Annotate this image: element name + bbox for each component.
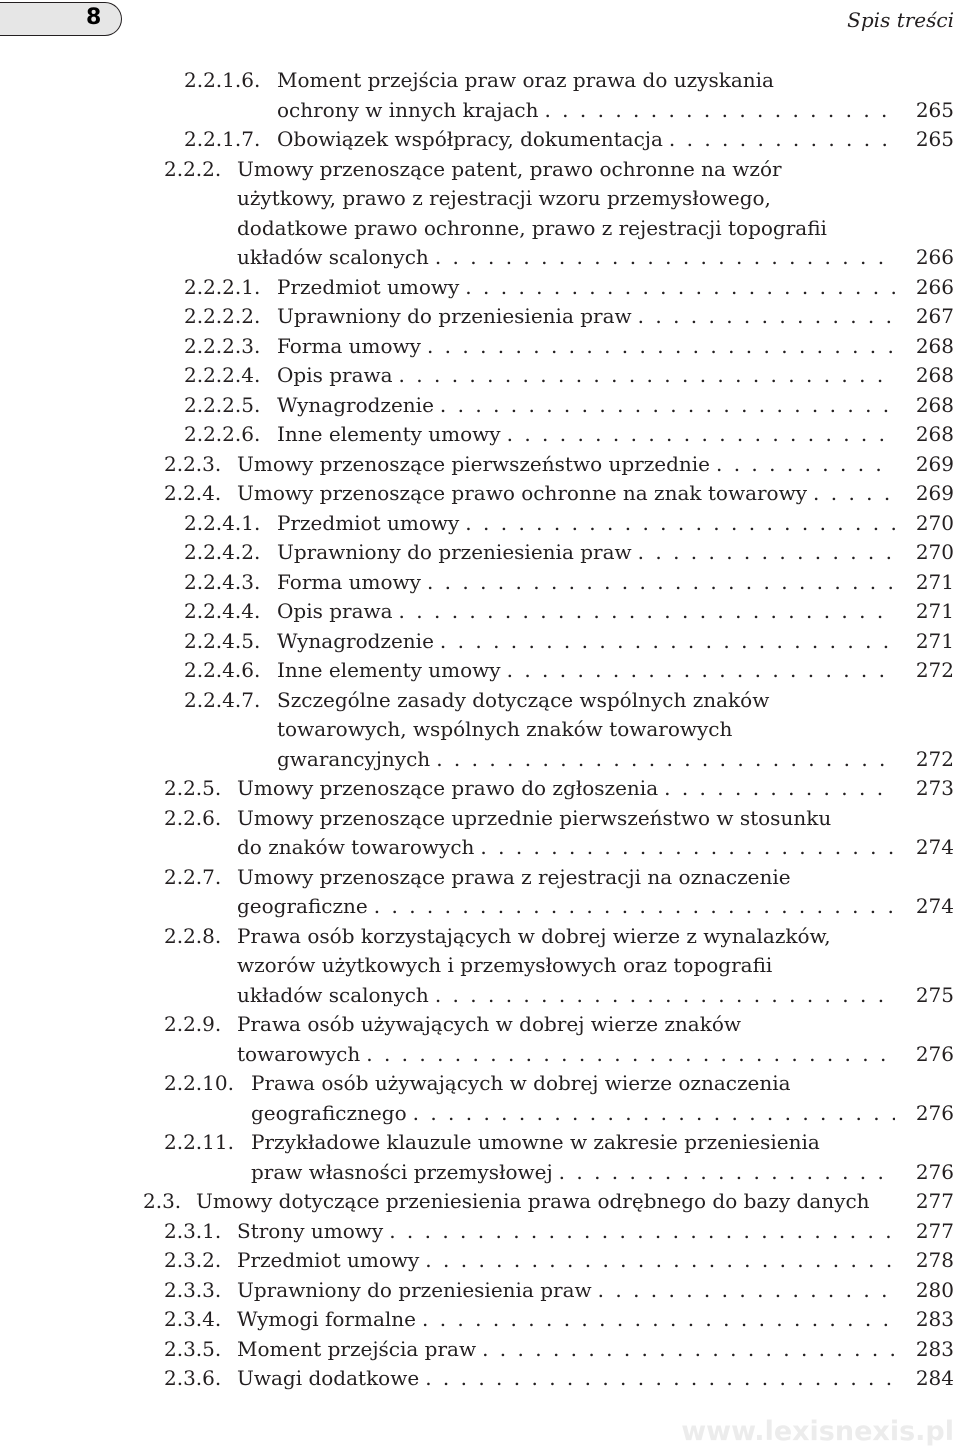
dot-leader [436,745,895,775]
toc-entry-title: Obowiązek współpracy, dokumentacja [277,127,663,151]
dot-leader [507,420,895,450]
dot-leader [399,597,895,627]
toc-entry-title: geograficznego [251,1100,407,1125]
toc-entry-number: 2.2.8. [164,923,222,948]
toc-entry-page: 276 [915,1041,954,1066]
toc-entry-title: Uwagi dodatkowe [237,1366,420,1390]
toc-entry [0,686,960,775]
dot-leader [427,332,895,362]
dot-leader [664,774,895,804]
toc-entry [0,804,960,863]
toc-entry [0,1187,960,1217]
dot-leader [716,450,895,480]
toc-entry-title: Uprawniony do przeniesienia praw [277,304,632,328]
toc-entry-title: Wymogi formalne [237,1307,416,1331]
toc-entry [0,391,960,421]
toc-entry-page: 267 [915,304,954,328]
toc-entry-title: układów scalonych [237,982,429,1007]
toc-entry-number: 2.2.2.3. [184,333,261,358]
toc-entry [0,1305,960,1335]
dot-leader [669,125,895,155]
publisher-watermark: www.lexisnexis.pl [681,1416,954,1447]
toc-entry-title: Przykładowe klauzule umowne w zakresie przeniesienia [251,1130,820,1154]
toc-entry-page: 269 [915,451,954,476]
toc-entry [0,361,960,391]
toc-entry-title: do znaków towarowych [237,835,475,859]
toc-entry-number: 2.2.4.4. [184,599,261,623]
toc-entry [0,155,960,273]
toc-entry [0,509,960,539]
toc-entry-title: gwarancyjnych [277,746,431,771]
toc-entry-title: Umowy przenoszące patent, prawo ochronne na wzór [237,156,782,181]
dot-leader [435,243,895,273]
toc-entry-title: Umowy przenoszące uprzednie pierwszeństwo w stosunku [237,805,832,830]
toc-entry-title: Umowy przenoszące prawo ochronne na znak towarowy [237,481,808,505]
toc-entry-page: 270 [915,510,954,535]
toc-entry-number: 2.2.4.7. [184,687,261,712]
toc-entry-title: wzorów użytkowych i przemysłowych oraz topografii [237,953,773,977]
toc-entry [0,538,960,568]
toc-entry-number: 2.3.3. [164,1277,222,1302]
toc-entry [0,1010,960,1069]
toc-entry-number: 2.2.9. [164,1012,222,1036]
toc-entry-page: 271 [915,599,954,623]
toc-entry [0,332,960,362]
toc-entry-page: 265 [915,97,954,122]
toc-entry-title: układów scalonych [237,245,429,269]
toc-entry-title: towarowych [237,1041,361,1066]
dot-leader [389,1217,895,1247]
toc-entry-number: 2.2.2.4. [184,363,261,387]
toc-entry-title: Inne elementy umowy [277,658,501,682]
toc-entry-title: Prawa osób używających w dobrej wierze oznaczenia [251,1071,791,1095]
toc-entry-title: dodatkowe prawo ochronne, prawo z rejestracji topografii [237,215,827,240]
dot-leader [374,892,895,922]
toc-entry-title: towarowych, wspólnych znaków towarowych [277,717,733,741]
toc-entry-page: 266 [915,274,954,299]
dot-leader [425,1364,895,1394]
toc-entry-number: 2.2.5. [164,776,222,800]
dot-leader [813,479,895,509]
toc-entry-title: Przedmiot umowy [277,274,460,299]
toc-entry [0,774,960,804]
toc-entry-page: 280 [915,1277,954,1302]
toc-entry-title: Wynagrodzenie [277,628,434,653]
toc-entry-title: Moment przejścia praw oraz prawa do uzyskania [277,68,774,92]
dot-leader [482,1335,895,1365]
toc-entry [0,922,960,1011]
dot-leader [598,1276,895,1306]
toc-entry-number: 2.2.2.5. [184,392,261,417]
toc-entry-title: Uprawniony do przeniesienia praw [277,540,632,564]
toc-entry-title: Przedmiot umowy [277,510,460,535]
toc-entry-number: 2.2.2.2. [184,304,261,328]
toc-entry-title: Umowy dotyczące przeniesienia prawa odrębnego do bazy danych [196,1189,870,1213]
toc-entry-page: 276 [915,1100,954,1125]
running-head: Spis treści [847,8,954,32]
toc-entry-title: Przedmiot umowy [237,1248,420,1272]
toc-entry-title: Forma umowy [277,333,421,358]
toc-entry-number: 2.2.1.7. [184,127,261,151]
toc-entry-number: 2.3.4. [164,1307,222,1331]
toc-entry [0,450,960,480]
dot-leader [422,1305,895,1335]
table-of-contents [0,66,960,1394]
toc-entry-number: 2.3. [143,1189,182,1213]
toc-entry-page: 275 [915,982,954,1007]
page-header [0,0,960,48]
dot-leader [638,302,895,332]
toc-entry [0,1364,960,1394]
toc-entry-page: 276 [915,1159,954,1184]
toc-entry-page: 278 [915,1248,954,1272]
toc-entry-number: 2.2.4.6. [184,658,261,682]
dot-leader [399,361,895,391]
dot-leader [465,509,895,539]
toc-entry-title: Opis prawa [277,363,393,387]
toc-entry-number: 2.2.6. [164,805,222,830]
toc-entry [0,1246,960,1276]
toc-entry-page: 268 [915,333,954,358]
toc-entry-number: 2.2.11. [164,1130,234,1154]
dot-leader [559,1158,895,1188]
toc-entry-title: Strony umowy [237,1218,384,1243]
toc-entry-number: 2.3.1. [164,1218,222,1243]
toc-entry-page: 266 [915,245,954,269]
toc-entry-title: Inne elementy umowy [277,422,501,446]
toc-entry-number: 2.2.4.2. [184,540,261,564]
toc-entry-page: 268 [915,422,954,446]
toc-entry [0,1128,960,1187]
toc-entry-page: 270 [915,540,954,564]
toc-entry-title: Wynagrodzenie [277,392,434,417]
toc-entry-number: 2.2.10. [164,1071,234,1095]
toc-entry [0,1276,960,1306]
page-number-tab [0,2,122,36]
toc-entry-title: Umowy przenoszące prawa z rejestracji na oznaczenie [237,864,791,889]
toc-entry-number: 2.2.2.6. [184,422,261,446]
toc-entry [0,656,960,686]
toc-entry-number: 2.3.2. [164,1248,222,1272]
toc-entry [0,1217,960,1247]
toc-entry [0,302,960,332]
toc-entry-title: Umowy przenoszące pierwszeństwo uprzednie [237,451,710,476]
toc-entry-title: Szczególne zasady dotyczące wspólnych znaków [277,687,770,712]
toc-entry-page: 268 [915,392,954,417]
toc-entry-number: 2.2.2.1. [184,274,261,299]
toc-entry-page: 272 [915,658,954,682]
toc-entry-title: użytkowy, prawo z rejestracji wzoru przemysłowego, [237,186,771,210]
toc-entry-title: Uprawniony do przeniesienia praw [237,1277,592,1302]
toc-entry [0,597,960,627]
toc-entry-title: Moment przejścia praw [237,1336,477,1361]
toc-entry [0,1069,960,1128]
toc-entry [0,863,960,922]
toc-entry-title: praw własności przemysłowej [251,1159,553,1184]
dot-leader [427,568,895,598]
dot-leader [366,1040,895,1070]
toc-entry-number: 2.2.2. [164,156,222,181]
toc-entry [0,66,960,125]
toc-entry-title: Umowy przenoszące prawo do zgłoszenia [237,776,659,800]
toc-entry [0,125,960,155]
toc-entry-page: 284 [915,1366,954,1390]
toc-entry-page: 283 [915,1307,954,1331]
toc-entry-page: 265 [915,127,954,151]
toc-entry-number: 2.2.1.6. [184,68,261,92]
dot-leader [465,273,895,303]
toc-entry-title: geograficzne [237,894,368,918]
dot-leader [440,627,895,657]
page-number: 8 [86,5,102,30]
toc-entry [0,420,960,450]
dot-leader [507,656,895,686]
toc-entry-page: 271 [915,628,954,653]
toc-entry [0,273,960,303]
dot-leader [480,833,895,863]
toc-entry-page: 283 [915,1336,954,1361]
toc-entry-number: 2.2.4.5. [184,628,261,653]
toc-entry-page: 274 [915,894,954,918]
toc-entry-page: 268 [915,363,954,387]
toc-entry-number: 2.2.4.1. [184,510,261,535]
toc-entry-page: 277 [915,1218,954,1243]
toc-entry-page: 277 [915,1189,954,1213]
toc-entry-number: 2.2.4.3. [184,569,261,594]
dot-leader [440,391,895,421]
toc-entry-page: 272 [915,746,954,771]
toc-entry-number: 2.3.5. [164,1336,222,1361]
toc-entry-number: 2.2.3. [164,451,222,476]
dot-leader [638,538,895,568]
toc-entry [0,1335,960,1365]
dot-leader [413,1099,895,1129]
toc-entry-number: 2.3.6. [164,1366,222,1390]
toc-entry [0,568,960,598]
toc-entry-page: 269 [915,481,954,505]
toc-entry [0,479,960,509]
toc-entry-title: Opis prawa [277,599,393,623]
toc-entry [0,627,960,657]
toc-entry-page: 273 [915,776,954,800]
toc-entry-title: Forma umowy [277,569,421,594]
dot-leader [425,1246,895,1276]
toc-entry-page: 274 [915,835,954,859]
toc-entry-title: ochrony w innych krajach [277,97,539,122]
toc-entry-title: Prawa osób korzystających w dobrej wierze z wynalazków, [237,923,831,948]
dot-leader [435,981,895,1011]
dot-leader [544,96,895,126]
toc-entry-title: Prawa osób używających w dobrej wierze znaków [237,1012,742,1036]
toc-entry-page: 271 [915,569,954,594]
toc-entry-number: 2.2.7. [164,864,222,889]
toc-entry-number: 2.2.4. [164,481,222,505]
